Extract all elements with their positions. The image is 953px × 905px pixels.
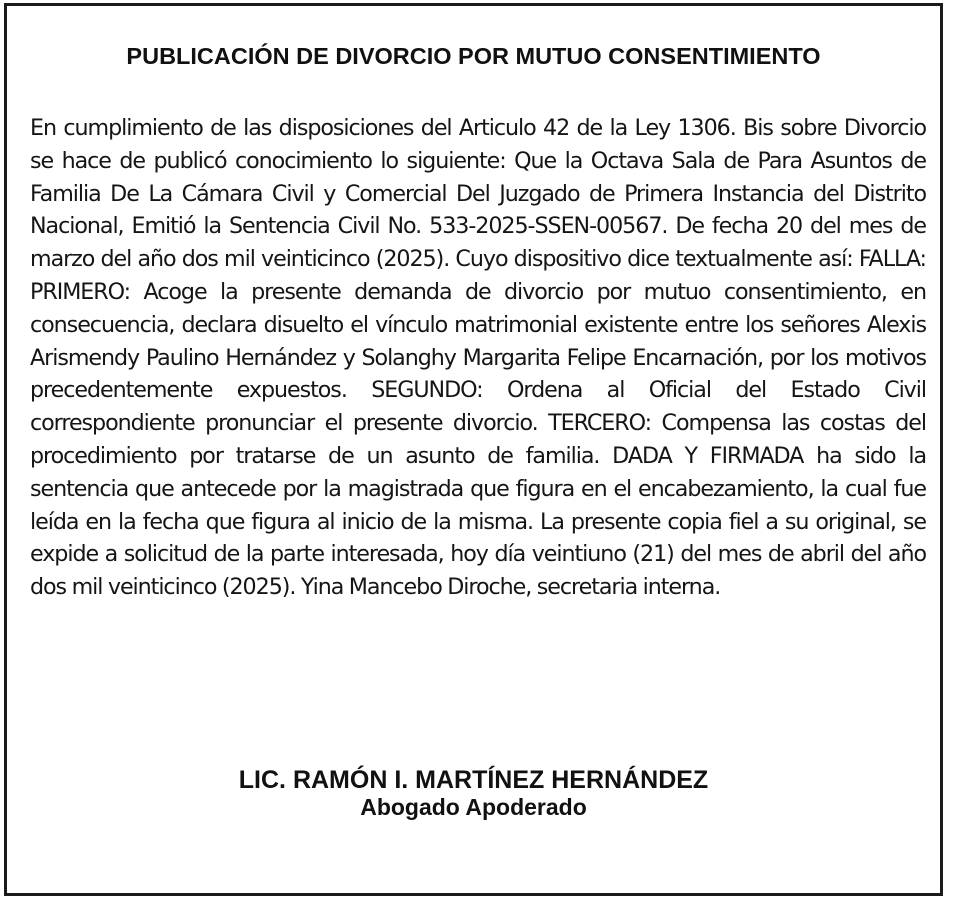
signature-role: Abogado Apoderado: [360, 794, 587, 820]
signature-name: LIC. RAMÓN I. MARTÍNEZ HERNÁNDEZ: [238, 766, 709, 794]
notice-body: En cumplimiento de las disposiciones del Articulo 42 de la Ley 1306. Bis sobre Divorcio se hace de publicó conocimiento lo siguiente: Que la Octava Sala de Para Asuntos de Familia De La Cámara Civil y Comercial Del Juzgado de Primera Instancia del Distrito Nacional, Emitió la Sentencia Civil No. 533-2025-SSEN-00567. De fecha 20 del mes de marzo del año dos mil veinticinco (2025). Cuyo dispositivo dice textualmente así: FALLA: PRIMERO: Acoge la presente demanda de divorcio por mutuo consentimiento, en consecuencia, declara disuelto el vínculo matrimonial existente entre los señores Alexis Arismendy Paulino Hernández y Solanghy Margarita Felipe Encarnación, por los motivos precedentemente expuestos. SEGUNDO: Ordena al Oficial del Estado Civil correspondiente pronunciar el presente divorcio. TERCERO: Compensa las costas del procedimiento por tratarse de un asunto de familia. DADA Y FIRMADA ha sido la sentencia que antecede por la magistrada que figura en el encabezamiento, la cual fue leída en la fecha que figura al inicio de la misma. La presente copia fiel a su original, se expide a solicitud de la parte interesada, hoy día veintiuno (21) del mes de abril del año dos mil veinticinco (2025). Yina Mancebo Diroche, secretaria interna.: [30, 115, 926, 601]
notice-title: PUBLICACIÓN DE DIVORCIO POR MUTUO CONSENTIMIENTO: [126, 43, 821, 69]
legal-notice-frame: [4, 3, 943, 896]
signature-block: [7, 766, 940, 820]
